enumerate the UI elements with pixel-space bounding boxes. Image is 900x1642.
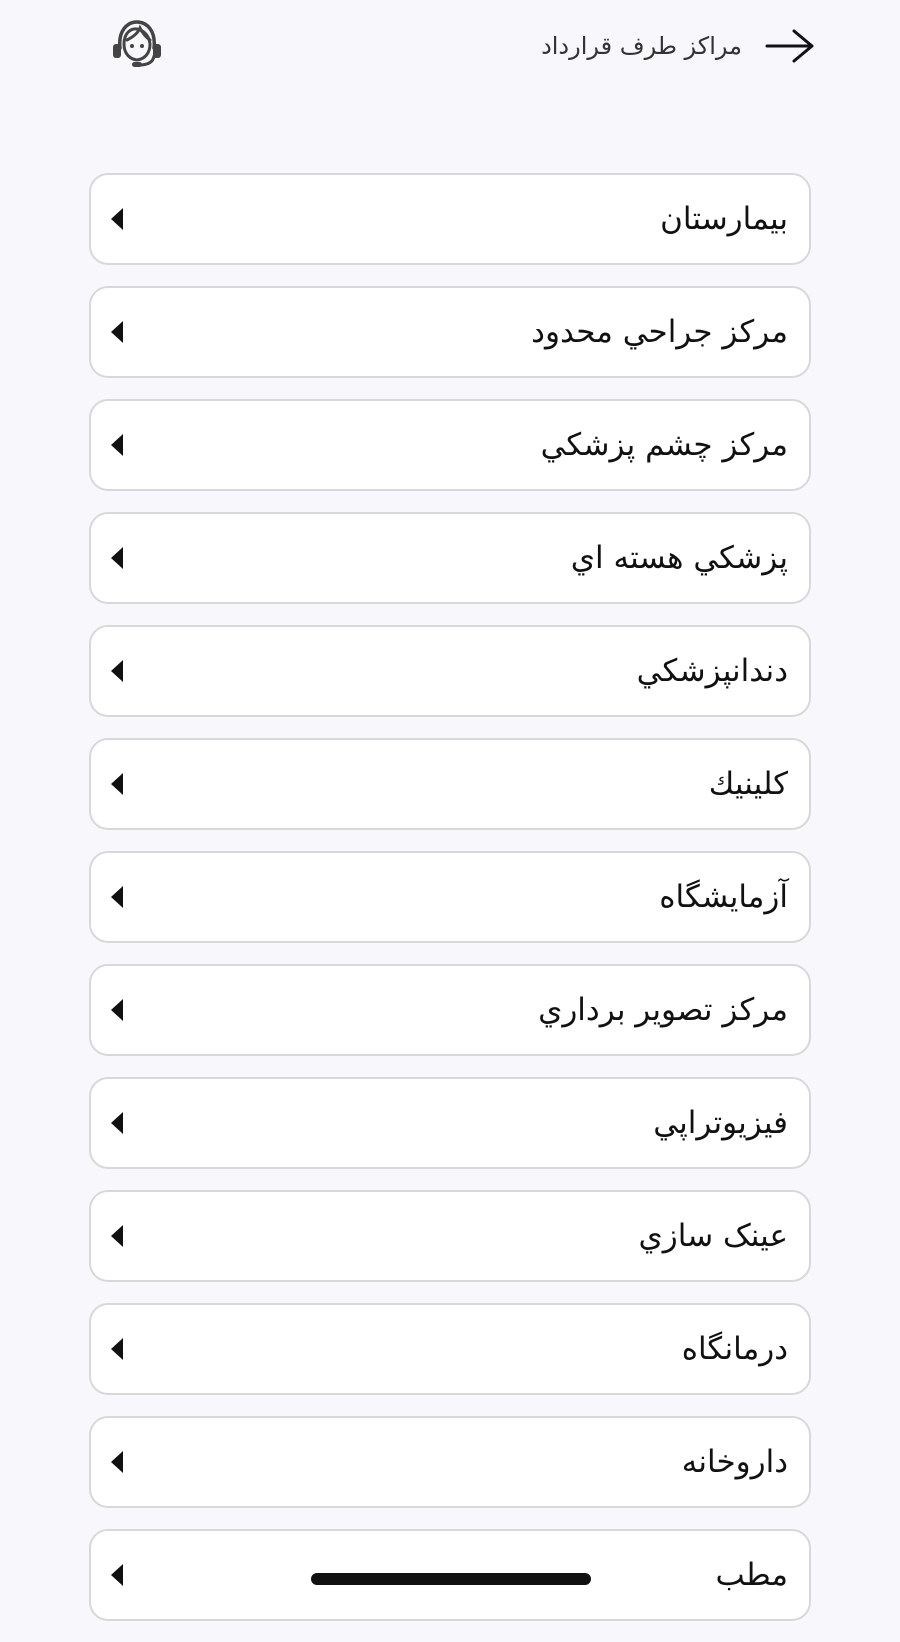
chevron-left-icon	[111, 773, 123, 795]
category-label: داروخانه	[681, 1444, 788, 1480]
category-label: پزشکي هسته اي	[570, 540, 788, 576]
category-label: مطب	[715, 1557, 788, 1593]
header-title-group	[541, 22, 816, 70]
chevron-left-icon	[111, 1112, 123, 1134]
category-item-dispensary[interactable]	[89, 1303, 811, 1395]
category-item-limited-surgery-center[interactable]	[89, 286, 811, 378]
chevron-left-icon	[111, 660, 123, 682]
category-item-optical-shop[interactable]	[89, 1190, 811, 1282]
chevron-left-icon	[111, 434, 123, 456]
category-label: دندانپزشکي	[636, 653, 788, 689]
chevron-left-icon	[111, 208, 123, 230]
category-label: کلينيك	[708, 766, 788, 802]
category-label: مرکز تصوير برداري	[538, 992, 788, 1028]
category-item-eye-center[interactable]	[89, 399, 811, 491]
category-label: درمانگاه	[681, 1331, 788, 1367]
chevron-left-icon	[111, 1338, 123, 1360]
category-label: مرکز چشم پزشکي	[540, 427, 788, 463]
chevron-left-icon	[111, 1564, 123, 1586]
chevron-left-icon	[111, 1225, 123, 1247]
category-item-pharmacy[interactable]	[89, 1416, 811, 1508]
centers-category-list	[89, 173, 811, 1642]
category-item-hospital[interactable]	[89, 173, 811, 265]
category-label: آزمايشگاه	[659, 879, 788, 915]
chevron-left-icon	[111, 321, 123, 343]
support-headset-icon[interactable]	[110, 18, 164, 70]
app-header	[0, 0, 900, 100]
category-item-imaging-center[interactable]	[89, 964, 811, 1056]
chevron-left-icon	[111, 999, 123, 1021]
page-title: مراكز طرف قرارداد	[541, 32, 742, 60]
chevron-left-icon	[111, 547, 123, 569]
category-label: فيزيوتراپي	[653, 1105, 788, 1141]
category-item-nuclear-medicine[interactable]	[89, 512, 811, 604]
category-item-clinic[interactable]	[89, 738, 811, 830]
category-item-physiotherapy[interactable]	[89, 1077, 811, 1169]
category-item-dentistry[interactable]	[89, 625, 811, 717]
home-indicator	[311, 1573, 591, 1585]
chevron-left-icon	[111, 1451, 123, 1473]
back-arrow-icon[interactable]	[764, 26, 816, 66]
category-label: بيمارستان	[660, 201, 788, 237]
category-label: مرکز جراحي محدود	[531, 314, 788, 350]
category-item-laboratory[interactable]	[89, 851, 811, 943]
chevron-left-icon	[111, 886, 123, 908]
category-label: عينک سازي	[638, 1218, 788, 1254]
